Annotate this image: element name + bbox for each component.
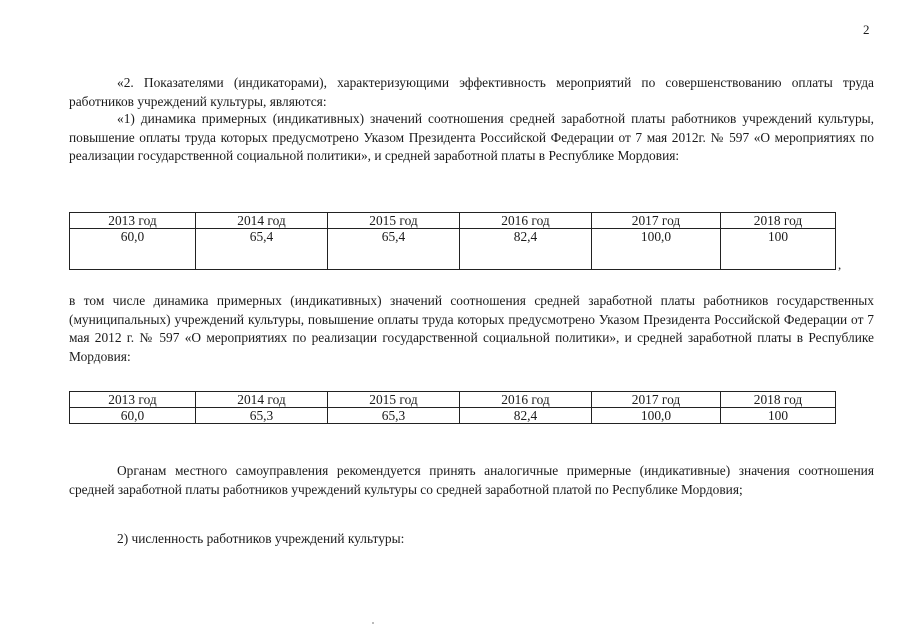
table-value-cell: 100 — [721, 229, 836, 270]
table-header-cell: 2016 год — [460, 392, 592, 408]
paragraph-recommendation: Органам местного самоуправления рекомендуется принять аналогичные примерные (индикативные) значения соотношения средней заработной платы работников учреждений культуры со средней заработной платой по Республике Мордовия; — [69, 463, 874, 497]
table-value-cell: 82,4 — [460, 229, 592, 270]
table-header-cell: 2017 год — [592, 213, 721, 229]
table-header-cell: 2018 год — [721, 213, 836, 229]
table-value-cell: 100,0 — [592, 229, 721, 270]
table-header-cell: 2014 год — [196, 213, 328, 229]
table-header-cell: 2013 год — [70, 392, 196, 408]
paragraph-item-2: 2) численность работников учреждений культуры: — [117, 531, 405, 546]
paragraph-indicators-intro: «2. Показателями (индикаторами), характеризующими эффективность мероприятий по совершенствованию оплаты труда работников учреждений культуры, являются: — [69, 75, 874, 109]
paragraph-item-1: «1) динамика примерных (индикативных) значений соотношения средней заработной платы работников учреждений культуры, повышение оплаты труда которых предусмотрено Указом Президента Российской Федерации от 7 мая 2012г. № 597 «О мероприятиях по реализации государственной социальной политики», и средней заработной платы в Республике Мордовия: — [69, 111, 874, 163]
table-header-cell: 2017 год — [592, 392, 721, 408]
table-value-cell: 60,0 — [70, 229, 196, 270]
table-value-cell: 60,0 — [70, 408, 196, 424]
table-ratio-all-institutions — [69, 212, 836, 270]
page-number: 2 — [863, 22, 870, 37]
table-header-cell: 2015 год — [328, 213, 460, 229]
table-header-cell: 2016 год — [460, 213, 592, 229]
table-ratio-state-municipal — [69, 391, 836, 424]
table-header-row — [70, 213, 836, 229]
table-values-row — [70, 229, 836, 270]
table-header-cell: 2014 год — [196, 392, 328, 408]
paragraph-state-municipal: в том числе динамика примерных (индикативных) значений соотношения средней заработной платы работников государственных (муниципальных) учреждений культуры, повышение оплаты труда которых предусмотрено Указом Президента Российской Федерации от 7 мая 2012 г. № 597 «О мероприятиях по реализации государственной социальной политики», и средней заработной платы в Республике Мордовия: — [69, 293, 874, 364]
table-value-cell: 100,0 — [592, 408, 721, 424]
table-value-cell: 65,3 — [196, 408, 328, 424]
table-value-cell: 82,4 — [460, 408, 592, 424]
table-header-cell: 2018 год — [721, 392, 836, 408]
table-trailing-comma: , — [838, 257, 842, 272]
table-value-cell: 100 — [721, 408, 836, 424]
table-value-cell: 65,4 — [196, 229, 328, 270]
table-value-cell: 65,3 — [328, 408, 460, 424]
table-values-row — [70, 408, 836, 424]
scan-speck — [372, 622, 374, 624]
table-value-cell: 65,4 — [328, 229, 460, 270]
table-header-row — [70, 392, 836, 408]
table-header-cell: 2015 год — [328, 392, 460, 408]
table-header-cell: 2013 год — [70, 213, 196, 229]
